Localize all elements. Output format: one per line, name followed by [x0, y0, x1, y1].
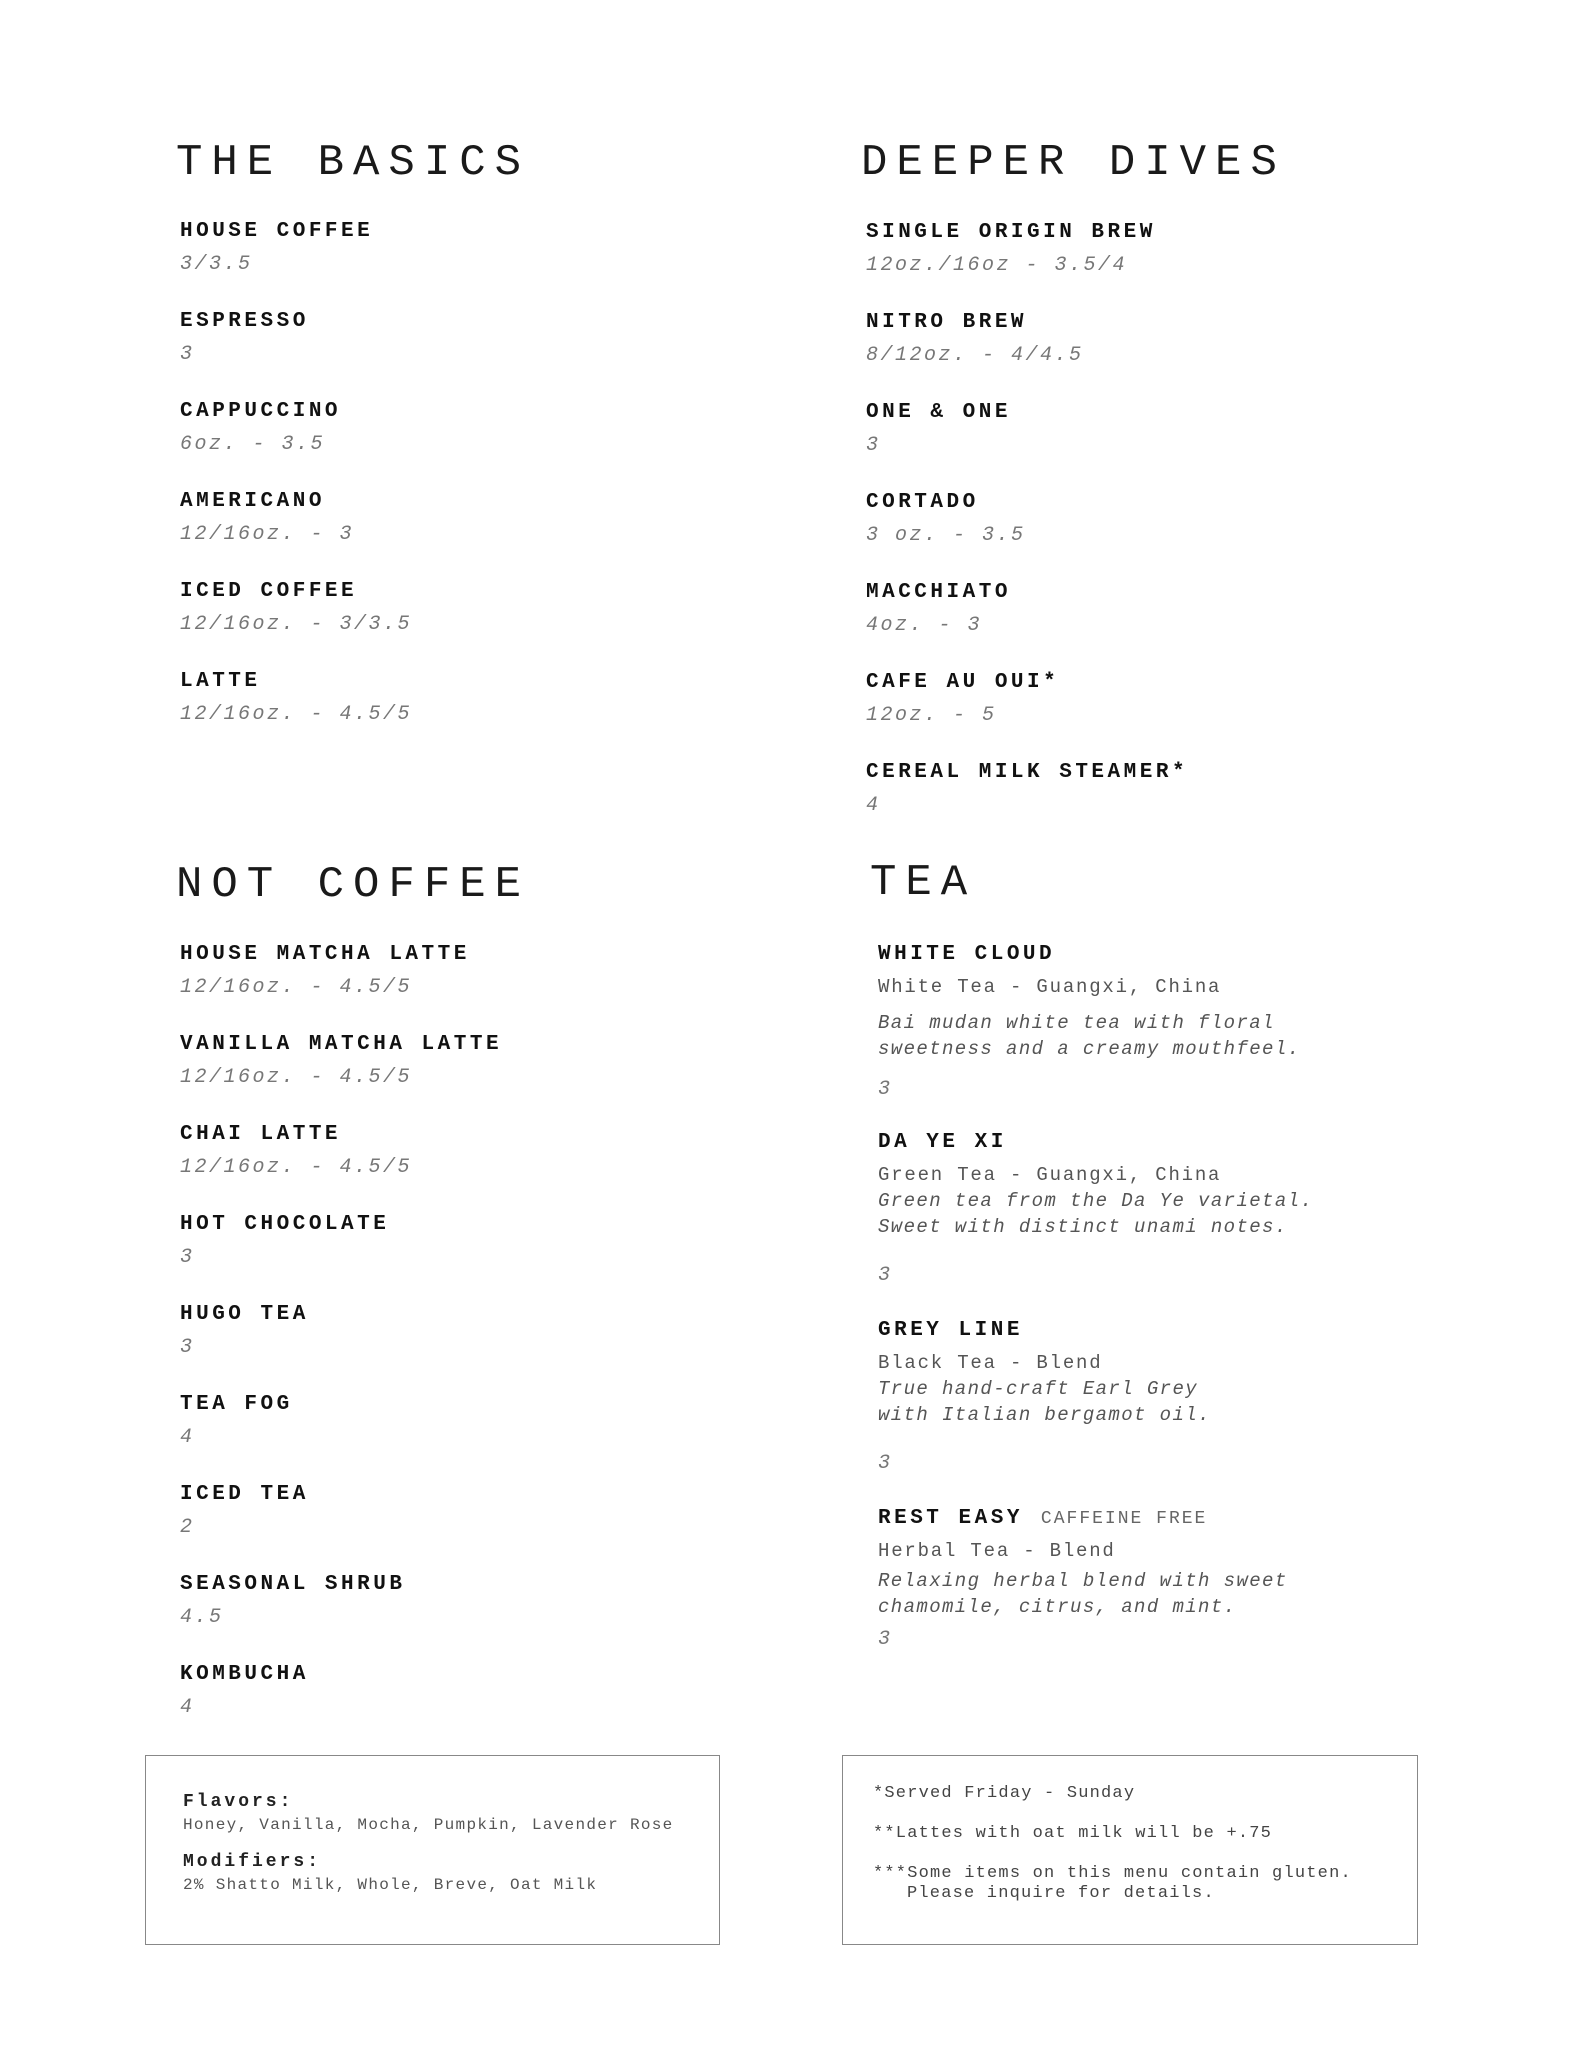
tea-description-line: Relaxing herbal blend with sweet [878, 1570, 1288, 1592]
item-name: HOUSE COFFEE [180, 220, 374, 243]
note-gluten: ***Some items on this menu contain gluten. [873, 1864, 1352, 1883]
tea-description-line: Green tea from the Da Ye varietal. [878, 1190, 1314, 1212]
tea-description-line: True hand-craft Earl Grey [878, 1378, 1199, 1400]
item-price: 6oz. - 3.5 [180, 433, 326, 456]
menu-item [180, 1483, 309, 1539]
tea-description-line: with Italian bergamot oil. [878, 1404, 1211, 1426]
menu-item [866, 401, 1011, 457]
item-name-text: REST EASY [878, 1507, 1023, 1530]
menu-item [866, 491, 1026, 547]
item-name: HOUSE MATCHA LATTE [180, 943, 470, 966]
item-name: ESPRESSO [180, 310, 309, 333]
item-price: 3 [180, 1246, 195, 1269]
menu-item [866, 671, 1059, 727]
flavors-list: Honey, Vanilla, Mocha, Pumpkin, Lavender Rose [183, 1816, 674, 1834]
menu-item [180, 1393, 293, 1449]
item-name: CAPPUCCINO [180, 400, 342, 423]
item-price: 12/16oz. - 4.5/5 [180, 1066, 413, 1089]
menu-item [180, 490, 354, 546]
modifiers-list: 2% Shatto Milk, Whole, Breve, Oat Milk [183, 1876, 598, 1894]
flavors-modifiers-box [145, 1755, 720, 1945]
item-name: CORTADO [866, 491, 979, 514]
item-name: CAFE AU OUI* [866, 671, 1060, 694]
item-price: 3 [878, 1078, 893, 1101]
item-price: 2 [180, 1516, 195, 1539]
item-price: 12/16oz. - 4.5/5 [180, 976, 413, 999]
modifiers-label: Modifiers: [183, 1852, 322, 1872]
item-price: 3/3.5 [180, 253, 253, 276]
note-served-weekend: *Served Friday - Sunday [873, 1784, 1136, 1803]
menu-item [180, 670, 412, 726]
section-title-tea: TEA [870, 858, 977, 908]
menu-item [180, 310, 309, 366]
item-price: 12oz./16oz - 3.5/4 [866, 254, 1128, 277]
caffeine-free-badge: CAFFEINE FREE [1040, 1509, 1208, 1529]
tea-description-line: Bai mudan white tea with floral [878, 1012, 1275, 1034]
item-name: HUGO TEA [180, 1303, 309, 1326]
menu-item [180, 1303, 309, 1359]
item-name: WHITE CLOUD [878, 943, 1056, 966]
tea-description-line: sweetness and a creamy mouthfeel. [878, 1038, 1301, 1060]
menu-item [866, 221, 1156, 277]
item-name: LATTE [180, 670, 261, 693]
tea-description [878, 1568, 1288, 1620]
flavors-label: Flavors: [183, 1792, 294, 1812]
item-price: 4.5 [180, 1606, 224, 1629]
note-gluten-details: Please inquire for details. [907, 1884, 1215, 1903]
item-price: 3 [866, 434, 881, 457]
item-name: KOMBUCHA [180, 1663, 309, 1686]
item-name: GREY LINE [878, 1319, 1023, 1342]
menu-item [866, 311, 1084, 367]
item-name: HOT CHOCOLATE [180, 1213, 390, 1236]
item-price: 4 [180, 1426, 195, 1449]
item-name: CHAI LATTE [180, 1123, 342, 1146]
item-name: ICED COFFEE [180, 580, 358, 603]
menu-item [866, 581, 1011, 637]
item-name: SEASONAL SHRUB [180, 1573, 406, 1596]
item-name: SINGLE ORIGIN BREW [866, 221, 1156, 244]
item-price: 3 oz. - 3.5 [866, 524, 1026, 547]
menu-item [180, 1123, 412, 1179]
tea-description-line: chamomile, citrus, and mint. [878, 1596, 1237, 1618]
section-title-deeper-dives: DEEPER DIVES [861, 138, 1286, 188]
section-title-not-coffee: NOT COFFEE [176, 860, 531, 910]
item-name [878, 1507, 1288, 1530]
item-price: 3 [878, 1628, 893, 1651]
tea-description [878, 1376, 1211, 1428]
item-price: 4 [866, 794, 881, 817]
tea-origin: White Tea - Guangxi, China [878, 976, 1222, 998]
menu-item [180, 943, 470, 999]
item-name: NITRO BREW [866, 311, 1028, 334]
item-price: 3 [878, 1264, 893, 1287]
menu-item [180, 1033, 502, 1089]
item-price: 3 [180, 1336, 195, 1359]
menu-item [180, 400, 341, 456]
tea-description-line: Sweet with distinct unami notes. [878, 1216, 1288, 1238]
notes-box [842, 1755, 1418, 1945]
item-name: MACCHIATO [866, 581, 1011, 604]
item-price: 4 [180, 1696, 195, 1719]
section-title-basics: THE BASICS [176, 138, 531, 188]
item-price: 4oz. - 3 [866, 614, 983, 637]
item-price: 12/16oz. - 4.5/5 [180, 703, 413, 726]
item-name: DA YE XI [878, 1131, 1007, 1154]
menu-item [180, 1663, 309, 1719]
tea-item [878, 943, 1300, 1101]
item-name: TEA FOG [180, 1393, 293, 1416]
item-price: 3 [180, 343, 195, 366]
item-name: ONE & ONE [866, 401, 1011, 424]
item-name: CEREAL MILK STEAMER* [866, 761, 1189, 784]
item-price: 12/16oz. - 4.5/5 [180, 1156, 413, 1179]
menu-item [180, 1573, 405, 1629]
item-name: VANILLA MATCHA LATTE [180, 1033, 503, 1056]
tea-item [878, 1507, 1288, 1651]
item-name: ICED TEA [180, 1483, 309, 1506]
menu-item [180, 1213, 389, 1269]
tea-description [878, 1010, 1300, 1062]
menu-item [180, 580, 412, 636]
item-price: 12/16oz. - 3 [180, 523, 355, 546]
item-price: 12oz. - 5 [866, 704, 997, 727]
menu-item [866, 761, 1188, 817]
tea-item [878, 1319, 1211, 1475]
tea-origin: Green Tea - Guangxi, China [878, 1164, 1222, 1186]
item-price: 12/16oz. - 3/3.5 [180, 613, 413, 636]
menu-item [180, 220, 373, 276]
tea-origin: Black Tea - Blend [878, 1352, 1103, 1374]
tea-description [878, 1188, 1313, 1240]
tea-origin: Herbal Tea - Blend [878, 1540, 1116, 1562]
item-price: 3 [878, 1452, 893, 1475]
item-price: 8/12oz. - 4/4.5 [866, 344, 1084, 367]
item-name: AMERICANO [180, 490, 325, 513]
note-oat-milk: **Lattes with oat milk will be +.75 [873, 1824, 1273, 1843]
tea-item [878, 1131, 1313, 1287]
